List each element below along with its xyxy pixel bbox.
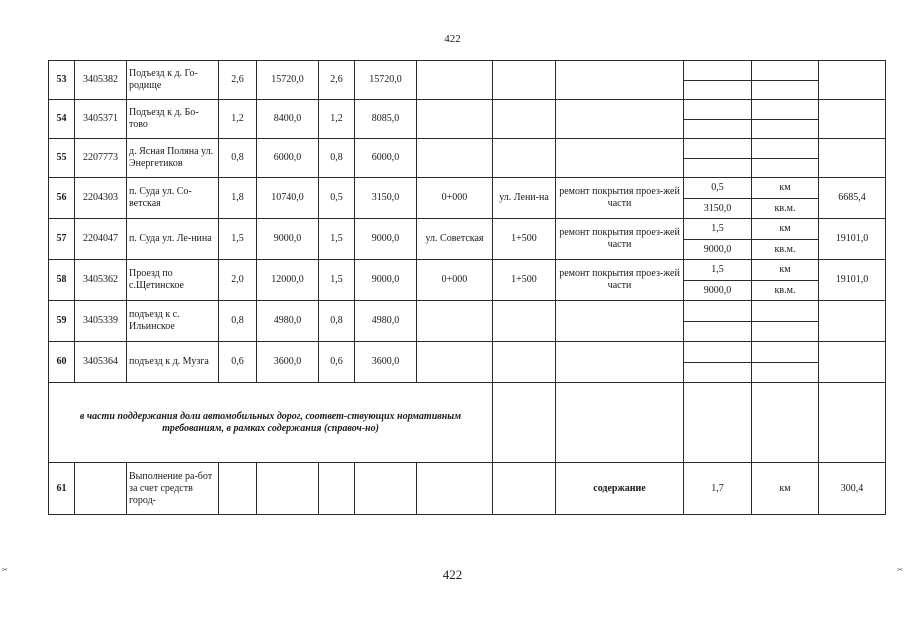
road-code: 3405362 xyxy=(75,260,127,301)
empty-cell xyxy=(819,100,886,139)
road-name: подъезд к д. Музга xyxy=(127,342,219,383)
road-name: д. Ясная Поляна ул. Энергетиков xyxy=(127,139,219,178)
cost-value: 300,4 xyxy=(819,463,886,515)
table-row xyxy=(49,61,886,81)
road-name: подъезд к с. Ильинское xyxy=(127,301,219,342)
quantity-km: 1,5 xyxy=(684,219,752,240)
area-part: 9000,0 xyxy=(355,219,417,260)
empty-cell xyxy=(684,100,752,120)
row-number: 53 xyxy=(49,61,75,100)
row-number: 58 xyxy=(49,260,75,301)
section-start: 0+000 xyxy=(417,178,493,219)
area-total: 4980,0 xyxy=(257,301,319,342)
empty-cell xyxy=(257,463,319,515)
table-row xyxy=(49,463,886,515)
cost-value: 6685,4 xyxy=(819,178,886,219)
empty-cell xyxy=(752,301,819,322)
length-total: 0,6 xyxy=(219,342,257,383)
area-total: 6000,0 xyxy=(257,139,319,178)
section-note: в части поддержания доли автомобильных дорог, соответ-ствующих нормативным требованиям, в рамках содержания (справоч-но) xyxy=(49,383,493,463)
length-part: 2,6 xyxy=(319,61,355,100)
road-name: Подъезд к д. Го-родище xyxy=(127,61,219,100)
length-total: 1,8 xyxy=(219,178,257,219)
area-total: 15720,0 xyxy=(257,61,319,100)
empty-cell xyxy=(684,139,752,159)
empty-cell xyxy=(417,301,493,342)
empty-cell xyxy=(684,159,752,178)
length-part: 1,2 xyxy=(319,100,355,139)
empty-cell xyxy=(493,301,556,342)
area-part: 6000,0 xyxy=(355,139,417,178)
cost-value: 19101,0 xyxy=(819,260,886,301)
table-row xyxy=(49,260,886,281)
empty-cell xyxy=(752,139,819,159)
empty-cell xyxy=(493,342,556,383)
unit-km: км xyxy=(752,260,819,281)
length-total: 0,8 xyxy=(219,301,257,342)
road-code: 3405371 xyxy=(75,100,127,139)
road-code: 2204047 xyxy=(75,219,127,260)
road-name: Проезд по с.Щетинское xyxy=(127,260,219,301)
empty-cell xyxy=(819,139,886,178)
empty-cell xyxy=(556,139,684,178)
empty-cell xyxy=(752,81,819,100)
empty-cell xyxy=(752,363,819,383)
quantity-km: 1,5 xyxy=(684,260,752,281)
road-code: 3405382 xyxy=(75,61,127,100)
area-total: 3600,0 xyxy=(257,342,319,383)
empty-cell xyxy=(752,342,819,363)
empty-cell xyxy=(819,342,886,383)
length-part: 0,6 xyxy=(319,342,355,383)
length-part: 1,5 xyxy=(319,260,355,301)
road-name: п. Суда ул. Со-ветская xyxy=(127,178,219,219)
road-name: п. Суда ул. Ле-нина xyxy=(127,219,219,260)
road-code: 3405339 xyxy=(75,301,127,342)
row-number: 54 xyxy=(49,100,75,139)
length-part: 1,5 xyxy=(319,219,355,260)
quantity-area: 9000,0 xyxy=(684,240,752,260)
empty-cell xyxy=(556,383,684,463)
empty-cell xyxy=(684,383,752,463)
area-total: 9000,0 xyxy=(257,219,319,260)
row-number: 57 xyxy=(49,219,75,260)
length-total: 0,8 xyxy=(219,139,257,178)
empty-cell xyxy=(219,463,257,515)
empty-cell xyxy=(493,139,556,178)
length-total: 1,5 xyxy=(219,219,257,260)
quantity-area: 3150,0 xyxy=(684,199,752,219)
area-part: 4980,0 xyxy=(355,301,417,342)
empty-cell xyxy=(75,463,127,515)
empty-cell xyxy=(684,120,752,139)
unit-area: кв.м. xyxy=(752,199,819,219)
empty-cell xyxy=(752,322,819,342)
empty-cell xyxy=(493,383,556,463)
empty-cell xyxy=(752,120,819,139)
area-part: 8085,0 xyxy=(355,100,417,139)
table-row xyxy=(49,301,886,322)
quantity-area: 9000,0 xyxy=(684,281,752,301)
empty-cell xyxy=(684,301,752,322)
empty-cell xyxy=(355,463,417,515)
empty-cell xyxy=(417,463,493,515)
length-part: 0,5 xyxy=(319,178,355,219)
section-note-row xyxy=(49,383,886,463)
table-row xyxy=(49,100,886,120)
section-start: ул. Советская xyxy=(417,219,493,260)
area-total: 8400,0 xyxy=(257,100,319,139)
table-row xyxy=(49,219,886,240)
section-end: 1+500 xyxy=(493,260,556,301)
unit-area: кв.м. xyxy=(752,240,819,260)
length-total: 2,6 xyxy=(219,61,257,100)
unit-km: км xyxy=(752,219,819,240)
length-total: 2,0 xyxy=(219,260,257,301)
area-part: 15720,0 xyxy=(355,61,417,100)
cost-value: 19101,0 xyxy=(819,219,886,260)
empty-cell xyxy=(556,61,684,100)
empty-cell xyxy=(819,61,886,100)
length-total: 1,2 xyxy=(219,100,257,139)
length-part: 0,8 xyxy=(319,139,355,178)
section-start: 0+000 xyxy=(417,260,493,301)
work-type: ремонт покрытия проез-жей части xyxy=(556,178,684,219)
work-type: ремонт покрытия проез-жей части xyxy=(556,260,684,301)
empty-cell xyxy=(684,342,752,363)
empty-cell xyxy=(417,139,493,178)
empty-cell xyxy=(752,159,819,178)
empty-cell xyxy=(752,61,819,81)
empty-cell xyxy=(556,342,684,383)
empty-cell xyxy=(556,301,684,342)
empty-cell xyxy=(417,61,493,100)
empty-cell xyxy=(819,301,886,342)
empty-cell xyxy=(684,363,752,383)
section-end: ул. Лени-на xyxy=(493,178,556,219)
work-type: ремонт покрытия проез-жей части xyxy=(556,219,684,260)
quantity-km: 1,7 xyxy=(684,463,752,515)
row-number: 56 xyxy=(49,178,75,219)
page-number-top: 422 xyxy=(444,33,461,45)
work-description: Выполнение ра-бот за счет средств город- xyxy=(127,463,219,515)
unit-km: км xyxy=(752,463,819,515)
road-code: 2204303 xyxy=(75,178,127,219)
row-number: 59 xyxy=(49,301,75,342)
empty-cell xyxy=(493,463,556,515)
row-number: 55 xyxy=(49,139,75,178)
left-margin-mark: ✂ xyxy=(2,566,8,574)
empty-cell xyxy=(417,342,493,383)
row-number: 60 xyxy=(49,342,75,383)
roads-table xyxy=(48,60,886,515)
empty-cell xyxy=(752,383,819,463)
row-number: 61 xyxy=(49,463,75,515)
work-type: содержание xyxy=(556,463,684,515)
empty-cell xyxy=(684,61,752,81)
area-total: 10740,0 xyxy=(257,178,319,219)
empty-cell xyxy=(493,61,556,100)
unit-km: км xyxy=(752,178,819,199)
length-part: 0,8 xyxy=(319,301,355,342)
empty-cell xyxy=(417,100,493,139)
empty-cell xyxy=(493,100,556,139)
area-part: 9000,0 xyxy=(355,260,417,301)
road-code: 2207773 xyxy=(75,139,127,178)
empty-cell xyxy=(684,81,752,100)
quantity-km: 0,5 xyxy=(684,178,752,199)
area-part: 3150,0 xyxy=(355,178,417,219)
section-end: 1+500 xyxy=(493,219,556,260)
road-name: Подъезд к д. Бо-тово xyxy=(127,100,219,139)
road-code: 3405364 xyxy=(75,342,127,383)
empty-cell xyxy=(752,100,819,120)
area-total: 12000,0 xyxy=(257,260,319,301)
area-part: 3600,0 xyxy=(355,342,417,383)
empty-cell xyxy=(319,463,355,515)
empty-cell xyxy=(556,100,684,139)
empty-cell xyxy=(819,383,886,463)
page-number-bottom: 422 xyxy=(442,567,463,582)
table-row xyxy=(49,342,886,363)
right-margin-mark: ✂ xyxy=(897,566,903,574)
unit-area: кв.м. xyxy=(752,281,819,301)
empty-cell xyxy=(684,322,752,342)
table-row xyxy=(49,178,886,199)
table-row xyxy=(49,139,886,159)
